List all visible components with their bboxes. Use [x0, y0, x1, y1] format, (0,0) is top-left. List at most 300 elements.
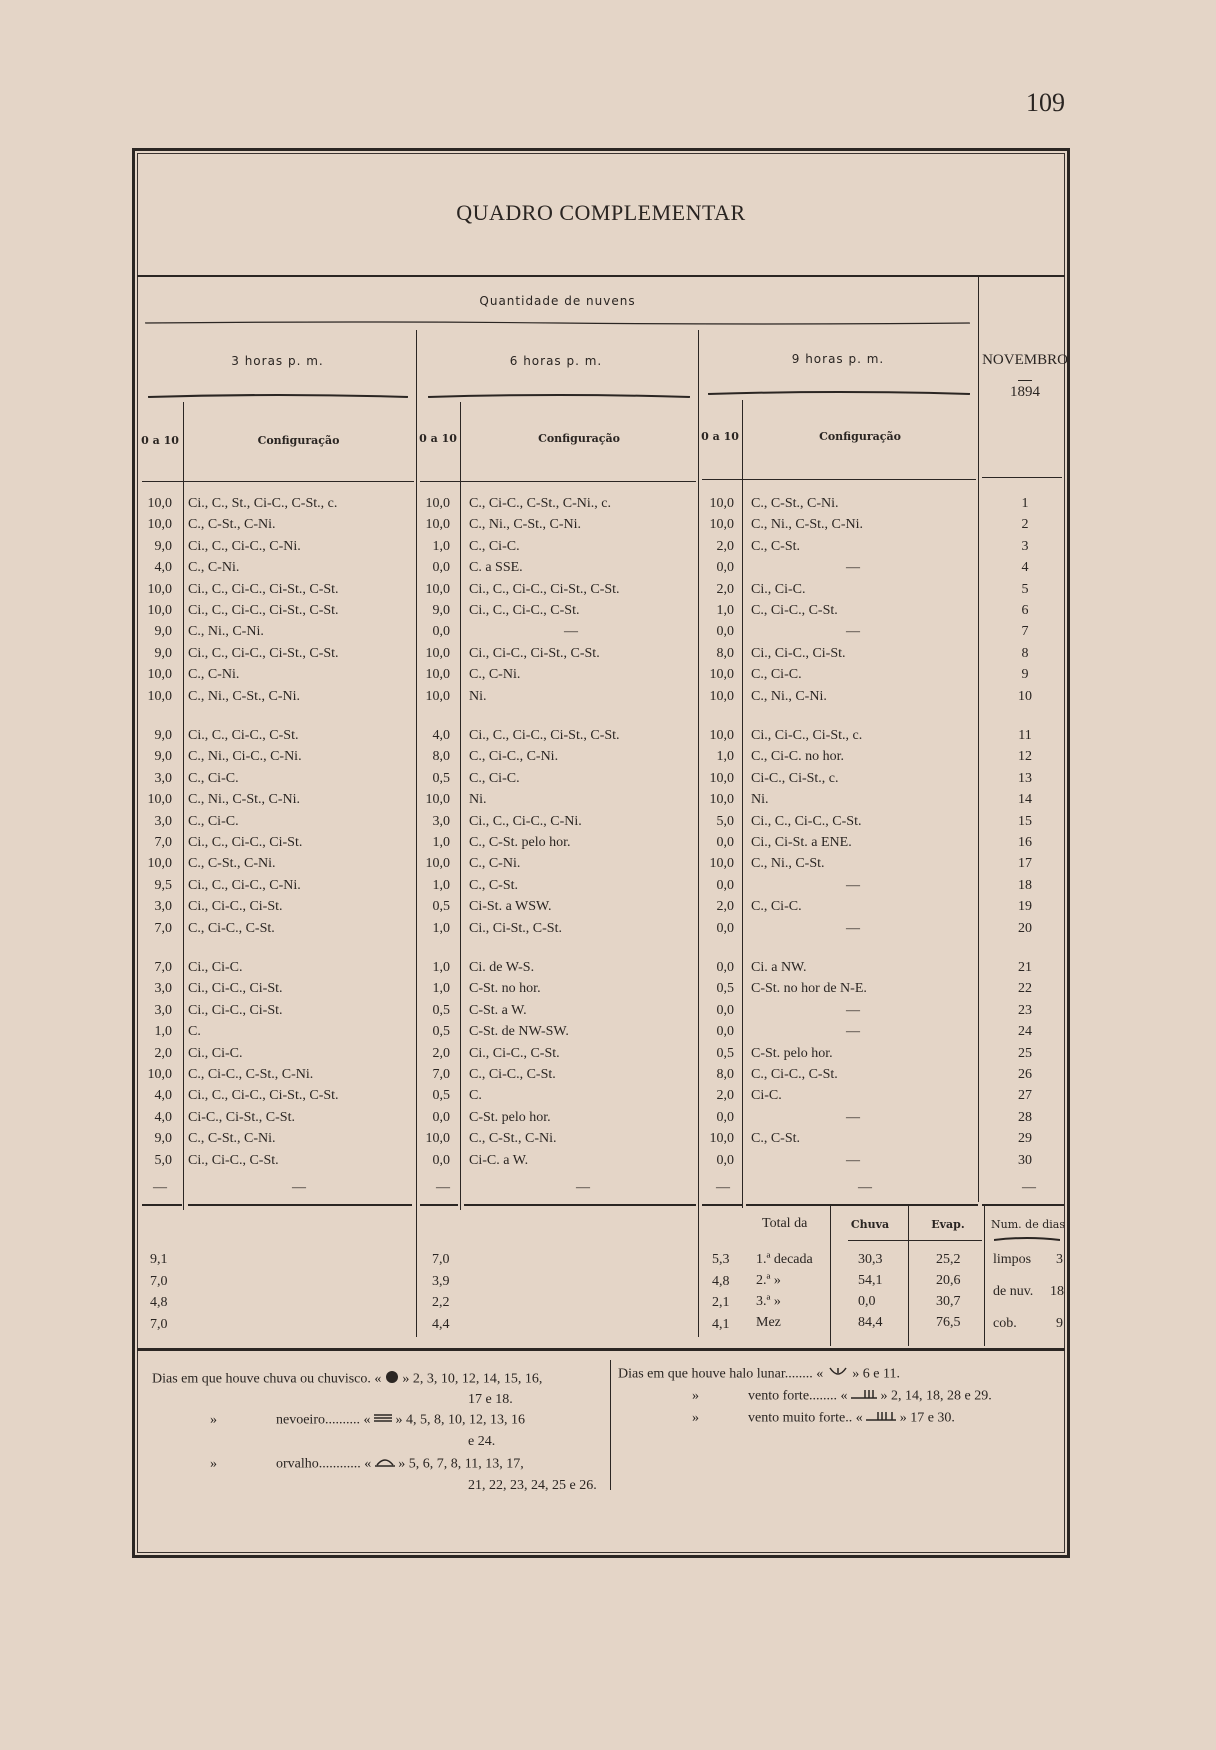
- cell-amount-6pm: 7,0: [432, 1067, 450, 1082]
- mean-6pm: 3,9: [432, 1273, 450, 1289]
- cell-amount-6pm: 0,5: [432, 770, 450, 786]
- cell-amount-3pm: 9,0: [154, 1131, 172, 1147]
- summary-rule-month: [982, 1204, 1064, 1206]
- cell-config-9pm: Ci. a NW.: [751, 960, 807, 975]
- cell-day: 1: [1021, 496, 1029, 511]
- col-config-9pm: Configuração: [819, 430, 901, 443]
- cell-amount-6pm: 10,0: [425, 645, 450, 661]
- legend-chuva: [152, 1370, 542, 1389]
- cell-amount-3pm: 10,0: [147, 856, 172, 872]
- cell-config-9pm: C., C-St., C-Ni.: [751, 496, 839, 511]
- cell-config-3pm: Ci., Ci-C.: [188, 1045, 243, 1061]
- decade-label: 3.ª »: [756, 1294, 781, 1309]
- chuva-value: 54,1: [858, 1273, 883, 1288]
- cell-config-3pm: C., C-Ni.: [188, 560, 240, 576]
- header-rule-3pm: [142, 481, 414, 482]
- legend-muito-forte-label: vento muito forte..: [748, 1410, 853, 1426]
- cell-day: 13: [1018, 770, 1032, 786]
- cell-config-6pm: C-St. pelo hor.: [469, 1109, 551, 1125]
- cell-config-3pm: C., C-St., C-Ni.: [188, 856, 276, 872]
- section-title-ornament: [145, 320, 970, 326]
- chuva-label: Chuva: [850, 1218, 890, 1231]
- cell-config-9pm: C., C-St.: [751, 538, 801, 554]
- cell-config-3pm: Ci., Ci-C., Ci-St.: [188, 899, 283, 915]
- cell-day: 11: [1018, 728, 1032, 743]
- cell-config-9pm: C., Ci-C.: [751, 899, 802, 915]
- cell-amount-3pm: 9,0: [154, 538, 172, 554]
- chuva-divider: [830, 1206, 831, 1346]
- table-row: [137, 539, 1065, 560]
- total-label: Total da: [762, 1216, 808, 1231]
- cell-day: 4: [1021, 560, 1029, 576]
- cell-amount-3pm: 10,0: [147, 1067, 172, 1082]
- cell-config-3pm: Ci., C., Ci-C., Ci-St., C-St.: [188, 603, 339, 618]
- cell-day: 23: [1018, 1002, 1032, 1018]
- cell-amount-3pm: 10,0: [147, 688, 172, 704]
- period-9pm: 9 horas p. m.: [791, 352, 885, 366]
- period-6pm: 6 horas p. m.: [509, 354, 603, 368]
- legend-column-divider: [610, 1360, 611, 1490]
- cell-config-6pm: C., C-St., C-Ni.: [469, 1131, 557, 1147]
- cell-config-9pm: —: [846, 1109, 860, 1125]
- cell-amount-3pm: 5,0: [154, 1152, 172, 1168]
- header-rule-month: [982, 477, 1062, 478]
- table-row: [137, 603, 1065, 624]
- table-row: [137, 1131, 1065, 1152]
- legend-forte-days: » 2, 14, 18, 28 e 29.: [880, 1388, 992, 1404]
- cell-config-3pm: Ci., C., Ci-C., Ci-St., C-St.: [188, 581, 339, 597]
- cell-config-9pm: —: [846, 1152, 860, 1168]
- table-row: [137, 1003, 1065, 1024]
- legend-chuva-intro: Dias em que houve chuva ou chuvisco.: [152, 1371, 371, 1387]
- chuva-value: 30,3: [858, 1252, 883, 1267]
- cell-config-9pm: —: [846, 1024, 860, 1040]
- cell-amount-6pm: 1,0: [432, 920, 450, 936]
- cell-config-9pm: Ci., Ci-St. a ENE.: [751, 835, 852, 850]
- table-row: [137, 582, 1065, 603]
- cell-config-9pm: C., Ci-C., C-St.: [751, 603, 838, 618]
- cell-config-3pm: Ci., C., Ci-C., C-St.: [188, 728, 299, 743]
- cell-amount-3pm: 10,0: [147, 603, 172, 618]
- cell-config-3pm: C., Ni., C-St., C-Ni.: [188, 792, 301, 808]
- summary-rule-6pm: [420, 1204, 458, 1206]
- evap-divider: [908, 1206, 909, 1346]
- cell-config-3pm: C., C-Ni.: [188, 667, 240, 683]
- cell-amount-6pm: 0,5: [432, 1088, 450, 1104]
- cell-amount-9pm: 10,0: [709, 728, 734, 743]
- cell-config-9pm: C., C-St.: [751, 1131, 801, 1147]
- cell-amount-3pm: 10,0: [147, 792, 172, 808]
- cell-config-3pm: Ci., C., Ci-C., C-Ni.: [188, 877, 301, 893]
- table-row: [137, 624, 1065, 645]
- cell-day: 20: [1018, 920, 1032, 936]
- cell-config-9pm: —: [846, 560, 860, 576]
- evap-value: 76,5: [936, 1315, 961, 1330]
- cell-config-6pm: Ci., Ci-St., C-St.: [469, 920, 562, 936]
- decade-label: 2.ª »: [756, 1273, 781, 1288]
- cell-config-3pm: Ci-C., Ci-St., C-St.: [188, 1109, 295, 1125]
- cell-amount-9pm: 0,0: [716, 1024, 734, 1040]
- cell-amount-9pm: 10,0: [709, 496, 734, 511]
- col-amount-6pm: 0 a 10: [419, 432, 457, 445]
- period-ornament-3pm: [148, 393, 408, 399]
- limpos-label: limpos: [993, 1252, 1032, 1267]
- cell-amount-9pm: 0,0: [716, 877, 734, 893]
- cell-amount-9pm: 0,5: [716, 1045, 734, 1061]
- cell-amount-6pm: 10,0: [425, 667, 450, 683]
- chuva-evap-rule: [848, 1240, 982, 1241]
- cell-config-6pm: C., C-St.: [469, 877, 519, 893]
- mean-3pm: 7,0: [150, 1273, 168, 1289]
- cell-amount-6pm: 10,0: [425, 1131, 450, 1147]
- cell-amount-9pm: 10,0: [709, 770, 734, 786]
- period-ornament-9pm: [708, 390, 970, 396]
- cell-amount-9pm: 10,0: [709, 688, 734, 704]
- table-row: [137, 814, 1065, 835]
- legend-muito-forte-days: » 17 e 30.: [899, 1410, 955, 1426]
- cell-amount-6pm: 1,0: [432, 960, 450, 975]
- cob-value: 9: [1056, 1316, 1063, 1331]
- cell-day: 6: [1021, 603, 1029, 618]
- cell-amount-3pm: 4,0: [154, 1109, 172, 1125]
- very-strong-wind-symbol-icon: [866, 1410, 896, 1427]
- cell-amount-6pm: 1,0: [432, 981, 450, 997]
- cell-amount-6pm: 10,0: [425, 581, 450, 597]
- cell-amount-3pm: 9,5: [154, 877, 172, 893]
- period-3pm: 3 horas p. m.: [231, 354, 324, 368]
- legend-orvalho: [210, 1456, 524, 1473]
- cell-config-9pm: Ci., Ci-C.: [751, 581, 806, 597]
- cell-config-6pm: C., Ci-C., C-St., C-Ni., c.: [469, 496, 611, 511]
- table-row: [137, 1046, 1065, 1067]
- cell-day: 3: [1021, 538, 1029, 554]
- cell-amount-3pm: 9,0: [154, 645, 172, 661]
- table-row: [137, 856, 1065, 877]
- legend-halo-days: » 6 e 11.: [852, 1366, 900, 1382]
- header-rule-9pm: [702, 479, 976, 480]
- cell-day: 30: [1018, 1152, 1032, 1168]
- evap-value: 30,7: [936, 1294, 961, 1309]
- cell-amount-6pm: 10,0: [425, 517, 450, 533]
- cell-amount-9pm: 8,0: [716, 645, 734, 661]
- legend-orvalho-label: orvalho............: [276, 1456, 361, 1472]
- cell-day: 14: [1018, 792, 1032, 808]
- legend-nevoeiro-quote: «: [363, 1412, 371, 1428]
- cell-config-9pm: C., Ni., C-St., C-Ni.: [751, 517, 864, 533]
- legend-halo-intro: Dias em que houve halo lunar........: [618, 1366, 813, 1382]
- page-number: 109: [1026, 88, 1065, 117]
- month-header: NOVEMBRO: [982, 352, 1068, 368]
- cell-amount-9pm: 2,0: [716, 538, 734, 554]
- cell-config-6pm: C., C-Ni.: [469, 856, 521, 872]
- cell-config-9pm: —: [846, 920, 860, 936]
- dash-3pm-amount: —: [153, 1180, 167, 1195]
- cell-config-6pm: Ci., C., Ci-C., Ci-St., C-St.: [469, 728, 620, 743]
- summary-rule-6pm-config: [464, 1204, 696, 1206]
- col-amount-3pm: 0 a 10: [141, 434, 179, 447]
- cell-config-3pm: C.: [188, 1024, 201, 1040]
- section-title: Quantidade de nuvens: [479, 294, 636, 308]
- legend-forte-label: vento forte........: [748, 1388, 838, 1404]
- legend-forte-ditto: »: [692, 1388, 699, 1404]
- cell-amount-6pm: 0,5: [432, 1002, 450, 1018]
- cell-config-6pm: C., Ci-C., C-Ni.: [469, 749, 559, 765]
- fog-symbol-icon: [374, 1412, 392, 1429]
- cell-day: 25: [1018, 1045, 1032, 1061]
- cell-amount-9pm: 5,0: [716, 813, 734, 829]
- cell-config-9pm: C-St. no hor de N-E.: [751, 981, 867, 997]
- cell-day: 24: [1018, 1024, 1032, 1040]
- cell-config-6pm: C.: [469, 1088, 482, 1104]
- cell-config-6pm: —: [564, 624, 578, 640]
- table-row: [137, 749, 1065, 770]
- cell-amount-9pm: 0,0: [716, 1109, 734, 1125]
- cell-day: 19: [1018, 899, 1032, 915]
- dash-9pm-amount: —: [716, 1180, 730, 1195]
- cell-amount-3pm: 3,0: [154, 981, 172, 997]
- cell-amount-6pm: 9,0: [432, 603, 450, 618]
- cell-config-6pm: Ci., Ci-C., C-St.: [469, 1045, 560, 1061]
- cell-config-9pm: C-St. pelo hor.: [751, 1045, 833, 1061]
- cell-config-6pm: C., Ci-C., C-St.: [469, 1067, 556, 1082]
- cell-amount-9pm: 0,0: [716, 560, 734, 576]
- cell-config-6pm: Ci. de W-S.: [469, 960, 535, 975]
- cell-amount-9pm: 8,0: [716, 1067, 734, 1082]
- year-header: 1894: [980, 384, 1070, 401]
- cell-config-3pm: C., Ci-C., C-St., C-Ni.: [188, 1067, 314, 1082]
- evap-value: 20,6: [936, 1273, 961, 1288]
- cell-amount-9pm: 0,0: [716, 1002, 734, 1018]
- legend-muito-forte: [692, 1410, 955, 1427]
- legend-chuva-days: » 2, 3, 10, 12, 14, 15, 16,: [402, 1371, 543, 1387]
- legend-halo-quote: «: [816, 1366, 824, 1382]
- cell-config-3pm: Ci., Ci-C.: [188, 960, 243, 975]
- cell-day: 7: [1021, 624, 1029, 640]
- cell-amount-9pm: 0,0: [716, 624, 734, 640]
- cell-config-9pm: Ci-C.: [751, 1088, 782, 1104]
- rain-symbol-icon: [385, 1370, 399, 1389]
- limpos-value: 3: [1056, 1252, 1063, 1267]
- col-config-6pm: Configuração: [538, 432, 620, 445]
- legend-orvalho-days-cont: 21, 22, 23, 24, 25 e 26.: [468, 1478, 597, 1493]
- summary-rule-9pm-config: [746, 1204, 978, 1206]
- cell-config-6pm: Ci-C. a W.: [469, 1152, 529, 1168]
- cell-config-3pm: C., Ni., Ci-C., C-Ni.: [188, 749, 302, 765]
- cell-config-3pm: Ci., C., Ci-C., Ci-St., C-St.: [188, 1088, 339, 1104]
- cell-amount-6pm: 8,0: [432, 749, 450, 765]
- cell-config-9pm: Ci., Ci-C., Ci-St.: [751, 645, 846, 661]
- cell-amount-3pm: 4,0: [154, 560, 172, 576]
- legend-nevoeiro: [210, 1412, 525, 1429]
- cell-config-9pm: Ci., Ci-C., Ci-St., c.: [751, 728, 863, 743]
- cell-amount-9pm: 10,0: [709, 1131, 734, 1147]
- cell-amount-6pm: 0,0: [432, 1109, 450, 1125]
- cell-config-3pm: C., C-St., C-Ni.: [188, 1131, 276, 1147]
- cell-amount-3pm: 3,0: [154, 770, 172, 786]
- cell-amount-9pm: 0,0: [716, 1152, 734, 1168]
- table-row: [137, 771, 1065, 792]
- cell-config-9pm: C., Ci-C.: [751, 667, 802, 683]
- cell-day: 17: [1018, 856, 1032, 872]
- cell-amount-9pm: 10,0: [709, 517, 734, 533]
- cell-amount-3pm: 10,0: [147, 517, 172, 533]
- mean-3pm: 9,1: [150, 1252, 168, 1267]
- cell-amount-3pm: 3,0: [154, 899, 172, 915]
- chuva-value: 0,0: [858, 1294, 876, 1309]
- legend-chuva-quote: «: [374, 1371, 382, 1387]
- cell-config-9pm: C., Ni., C-St.: [751, 856, 825, 872]
- cell-amount-3pm: 7,0: [154, 960, 172, 975]
- evap-value: 25,2: [936, 1252, 961, 1267]
- cell-config-6pm: Ci., C., Ci-C., Ci-St., C-St.: [469, 581, 620, 597]
- cell-amount-9pm: 0,0: [716, 920, 734, 936]
- table-row: [137, 981, 1065, 1002]
- cell-amount-6pm: 2,0: [432, 1045, 450, 1061]
- legend-forte-quote: «: [840, 1388, 848, 1404]
- cell-amount-6pm: 4,0: [432, 728, 450, 743]
- cell-amount-6pm: 1,0: [432, 538, 450, 554]
- cell-config-3pm: Ci., C., Ci-C., Ci-St.: [188, 835, 303, 850]
- cell-amount-9pm: 10,0: [709, 856, 734, 872]
- cell-config-3pm: Ci., Ci-C., C-St.: [188, 1152, 279, 1168]
- table-row: [137, 667, 1065, 688]
- cell-day: 26: [1018, 1067, 1032, 1082]
- cell-amount-9pm: 2,0: [716, 581, 734, 597]
- legend-divider: [137, 1348, 1065, 1351]
- table-row: [137, 496, 1065, 517]
- cell-config-6pm: C., Ci-C.: [469, 770, 520, 786]
- halo-symbol-icon: [827, 1366, 849, 1383]
- cell-amount-6pm: 1,0: [432, 877, 450, 893]
- table-row: [137, 728, 1065, 749]
- mean-9pm: 4,8: [712, 1273, 730, 1289]
- table-row: [137, 792, 1065, 813]
- table-row: [137, 921, 1065, 942]
- mean-6pm: 4,4: [432, 1316, 450, 1332]
- table-row: [137, 560, 1065, 581]
- cell-amount-3pm: 4,0: [154, 1088, 172, 1104]
- decade-label: 1.ª decada: [756, 1252, 813, 1267]
- dash-9pm-config: —: [858, 1180, 872, 1195]
- cell-config-3pm: C., Ci-C., C-St.: [188, 920, 275, 936]
- nuv-label: de nuv.: [993, 1284, 1034, 1299]
- table-row: [137, 878, 1065, 899]
- cell-amount-6pm: 1,0: [432, 835, 450, 850]
- cell-config-6pm: C., Ni., C-St., C-Ni.: [469, 517, 582, 533]
- cell-day: 12: [1018, 749, 1032, 765]
- cell-config-6pm: Ci., Ci-C., Ci-St., C-St.: [469, 645, 600, 661]
- cell-amount-6pm: 10,0: [425, 792, 450, 808]
- cell-amount-3pm: 7,0: [154, 920, 172, 936]
- cell-amount-3pm: 9,0: [154, 624, 172, 640]
- header-rule-6pm: [420, 481, 696, 482]
- days-divider: [984, 1206, 985, 1346]
- cell-config-9pm: Ni.: [751, 792, 769, 808]
- dew-symbol-icon: [375, 1456, 395, 1473]
- cell-amount-9pm: 2,0: [716, 1088, 734, 1104]
- cell-config-9pm: Ci., C., Ci-C., C-St.: [751, 813, 862, 829]
- table-row: [137, 1067, 1065, 1088]
- page-title: QUADRO COMPLEMENTAR: [456, 200, 746, 225]
- cell-config-9pm: —: [846, 877, 860, 893]
- legend-orvalho-ditto: »: [210, 1456, 217, 1472]
- cell-amount-6pm: 0,0: [432, 1152, 450, 1168]
- cob-label: cob.: [993, 1316, 1017, 1331]
- cell-day: 16: [1018, 835, 1032, 850]
- cell-amount-6pm: 3,0: [432, 813, 450, 829]
- table-row: [137, 1153, 1065, 1174]
- cell-amount-3pm: 3,0: [154, 1002, 172, 1018]
- cell-amount-9pm: 0,5: [716, 981, 734, 997]
- cell-config-3pm: Ci., C., St., Ci-C., C-St., c.: [188, 496, 338, 511]
- cell-amount-9pm: 10,0: [709, 792, 734, 808]
- table-row: [137, 899, 1065, 920]
- legend-orvalho-quote: «: [364, 1456, 372, 1472]
- cell-amount-6pm: 10,0: [425, 856, 450, 872]
- cell-config-6pm: C-St. de NW-SW.: [469, 1024, 569, 1040]
- cell-day: 15: [1018, 813, 1032, 829]
- cell-config-9pm: C., Ni., C-Ni.: [751, 688, 827, 704]
- cell-config-9pm: Ci-C., Ci-St., c.: [751, 770, 839, 786]
- cell-amount-3pm: 10,0: [147, 581, 172, 597]
- cell-config-3pm: C., Ci-C.: [188, 770, 239, 786]
- table-row: [137, 1088, 1065, 1109]
- cell-day: 10: [1018, 688, 1032, 704]
- strong-wind-symbol-icon: [851, 1388, 877, 1405]
- mean-3pm: 4,8: [150, 1295, 168, 1310]
- cell-config-9pm: —: [846, 624, 860, 640]
- cell-amount-3pm: 1,0: [154, 1024, 172, 1040]
- cell-config-3pm: C., Ci-C.: [188, 813, 239, 829]
- table-row: [137, 1024, 1065, 1045]
- summary-rule-9pm: [702, 1204, 742, 1206]
- cell-config-3pm: Ci., C., Ci-C., Ci-St., C-St.: [188, 645, 339, 661]
- cell-amount-6pm: 0,0: [432, 560, 450, 576]
- cell-day: 2: [1021, 517, 1029, 533]
- mean-9pm: 2,1: [712, 1295, 730, 1310]
- cell-amount-3pm: 10,0: [147, 496, 172, 511]
- cell-config-3pm: Ci., Ci-C., Ci-St.: [188, 981, 283, 997]
- legend-muito-forte-ditto: »: [692, 1410, 699, 1426]
- cell-amount-9pm: 1,0: [716, 603, 734, 618]
- cell-config-6pm: C-St. no hor.: [469, 981, 541, 997]
- table-row: [137, 835, 1065, 856]
- cell-amount-6pm: 0,0: [432, 624, 450, 640]
- cell-config-3pm: Ci., C., Ci-C., C-Ni.: [188, 538, 301, 554]
- cell-amount-6pm: 10,0: [425, 688, 450, 704]
- table-row: [137, 1110, 1065, 1131]
- cell-day: 28: [1018, 1109, 1032, 1125]
- cell-config-6pm: C-St. a W.: [469, 1002, 527, 1018]
- cell-amount-9pm: 0,0: [716, 960, 734, 975]
- period-ornament-6pm: [428, 393, 690, 399]
- cell-day: 27: [1018, 1088, 1032, 1104]
- mean-6pm: 7,0: [432, 1252, 450, 1267]
- cell-config-6pm: C., C-St. pelo hor.: [469, 835, 571, 850]
- cell-amount-3pm: 9,0: [154, 749, 172, 765]
- legend-chuva-days-cont: 17 e 18.: [468, 1392, 513, 1407]
- cell-day: 22: [1018, 981, 1032, 997]
- cell-amount-3pm: 3,0: [154, 813, 172, 829]
- table-row: [137, 689, 1065, 710]
- legend-orvalho-days: » 5, 6, 7, 8, 11, 13, 17,: [398, 1456, 524, 1472]
- dash-6pm-amount: —: [436, 1180, 450, 1195]
- legend-nevoeiro-days-cont: e 24.: [468, 1434, 496, 1449]
- cell-config-3pm: C., Ni., C-St., C-Ni.: [188, 688, 301, 704]
- cell-day: 18: [1018, 877, 1032, 893]
- cell-day: 8: [1021, 645, 1029, 661]
- nuv-value: 18: [1050, 1284, 1064, 1299]
